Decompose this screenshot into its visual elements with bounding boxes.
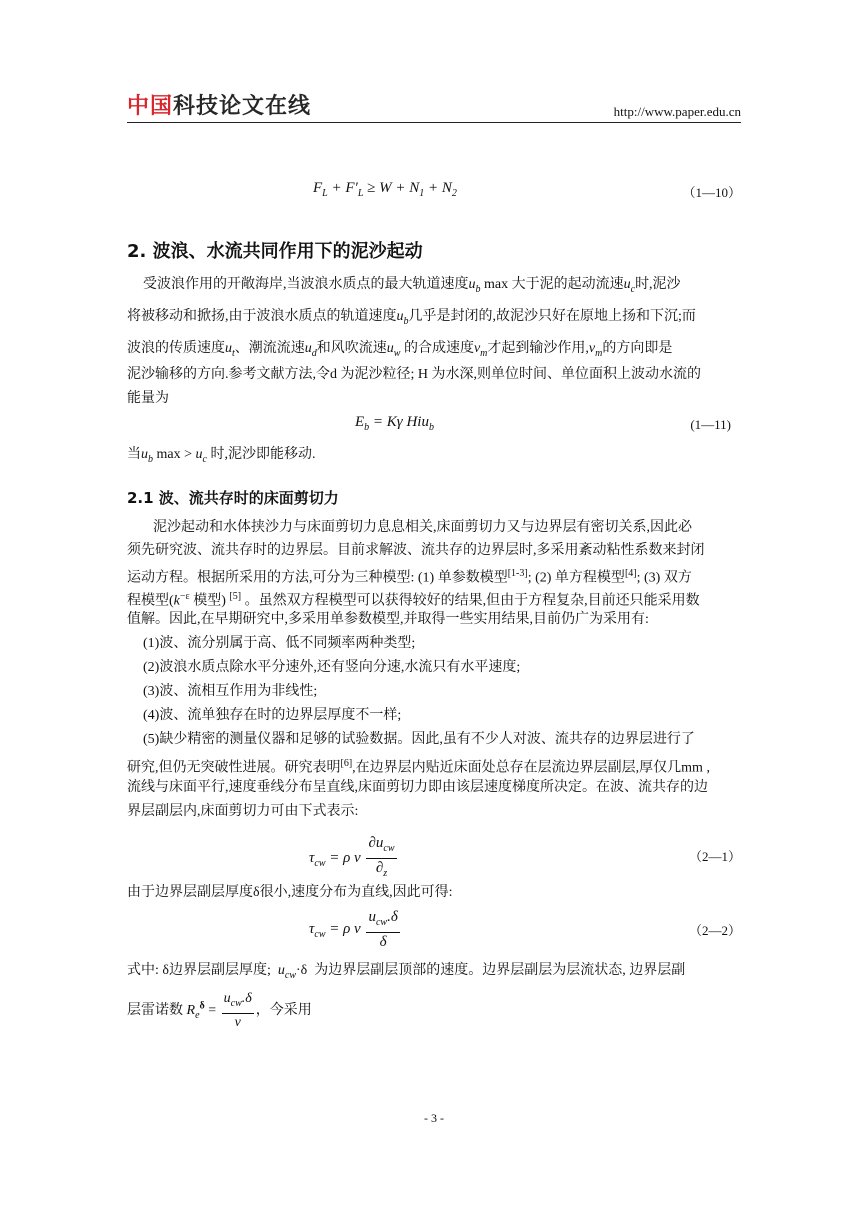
equation-1-11: $E_b = K\gamma$ Hiu$_b$: [355, 414, 434, 433]
list-item: (3)波、流相互作用为非线性;: [143, 684, 318, 699]
equation-1-10: $F_L + F'_L \ge W + N_1 + N_2$: [313, 180, 457, 199]
paragraph-line: 界层副层内,床面剪切力可由下式表示:: [127, 804, 359, 819]
page-number: - 3 -: [424, 1111, 444, 1125]
equation-2-1-label: （2—1）: [688, 849, 741, 864]
paragraph-line: 程模型($k^{-\varepsilon}$ 模型) [5] 。虽然双方程模型可以获得较好的结果,但由于方程复杂,目前还只能采用数: [127, 591, 700, 609]
logo-red-text: 中国: [127, 94, 174, 119]
equation-2-1: $\tau_{cw} = \rho$ v $\frac{\partial u_{cw}}{\partial_z}$: [309, 835, 395, 879]
paragraph-line: 泥沙起动和水体挟沙力与床面剪切力息息相关,床面剪切力又与边界层有密切关系,因此必: [153, 520, 692, 535]
paragraph-line: 流线与床面平行,速度垂线分布呈直线,床面剪切力即由该层速度梯度所决定。在波、流共存的边: [127, 780, 708, 795]
paragraph-line: 由于边界层副层厚度δ很小,速度分布为直线,因此可得:: [127, 885, 453, 900]
paragraph-line: 运动方程。根据所采用的方法,可分为三种模型: (1) 单参数模型[1-3]; (2) 单方程模型[4]; (3) 双方: [127, 568, 692, 586]
paragraph-line: 式中: δ边界层副层厚度; $u_{cw}\cdot\delta$ 为边界层副层顶部的速度。边界层副层为层流状态, 边界层副: [127, 963, 686, 981]
paragraph-line: 波浪的传质速度$u_t$、潮流流速$u_d$和风吹流速$u_w$ 的合成速度$v_m$才起到输沙作用$,v_m$的方向即是: [127, 341, 673, 359]
paragraph-line: 值解。因此,在早期研究中,多采用单参数模型,并取得一些实用结果,目前仍广为采用有:: [127, 612, 649, 627]
header-rule: [127, 122, 741, 123]
equation-2-2: $\tau_{cw} = \rho$ v $\frac{u_{cw}.\delta}{\delta}$: [309, 909, 398, 950]
paragraph-line: 层雷诺数 $R_e^\delta$ = $\frac{u_{cw}.\delta}{v}$ ，今采用: [127, 991, 312, 1030]
equation-1-11-label: (1—11): [690, 417, 731, 432]
paragraph-line: 将被移动和掀扬,由于波浪水质点的轨道速度$u_b$几乎是封闭的,故泥沙只好在原地上扬和下沉;而: [127, 309, 696, 327]
list-item: (5)缺少精密的测量仪器和足够的试验数据。因此,虽有不少人对波、流共存的边界层进行了: [143, 732, 695, 747]
paragraph-line: 受波浪作用的开敞海岸,当波浪水质点的最大轨道速度$u_b$ max 大于泥的起动流速$u_c$时,泥沙: [143, 277, 681, 295]
paragraph-line: 研究,但仍无突破性进展。研究表明[6],在边界层内贴近床面处总存在层流边界层副层,厚仅几mm ,: [127, 758, 710, 776]
paragraph-line: 泥沙输移的方向.参考文献方法,令d 为泥沙粒径; H 为水深,则单位时间、单位面积上波动水流的: [127, 367, 701, 382]
list-item: (2)波浪水质点除水平分速外,还有竖向分速,水流只有水平速度;: [143, 660, 521, 675]
paragraph-line: 当$u_b$ $\max > u_c$ 时,泥沙即能移动.: [127, 447, 316, 465]
equation-2-2-label: （2—2）: [688, 923, 741, 938]
header-url[interactable]: http://www.paper.edu.cn: [613, 104, 741, 119]
logo-dark-text: 科技论文在线: [173, 94, 312, 119]
journal-logo: [127, 95, 311, 119]
section-2-1-heading: 2.1 波、流共存时的床面剪切力: [127, 489, 339, 507]
list-item: (4)波、流单独存在时的边界层厚度不一样;: [143, 708, 402, 723]
section-2-heading: 2. 波浪、水流共同作用下的泥沙起动: [127, 241, 423, 262]
paragraph-line: 须先研究波、流共存时的边界层。目前求解波、流共存的边界层时,多采用紊动粘性系数来封闭: [127, 543, 705, 558]
paragraph-line: 能量为: [127, 391, 169, 406]
list-item: (1)波、流分别属于高、低不同频率两种类型;: [143, 636, 416, 651]
equation-1-10-label: （1—10）: [682, 185, 741, 200]
